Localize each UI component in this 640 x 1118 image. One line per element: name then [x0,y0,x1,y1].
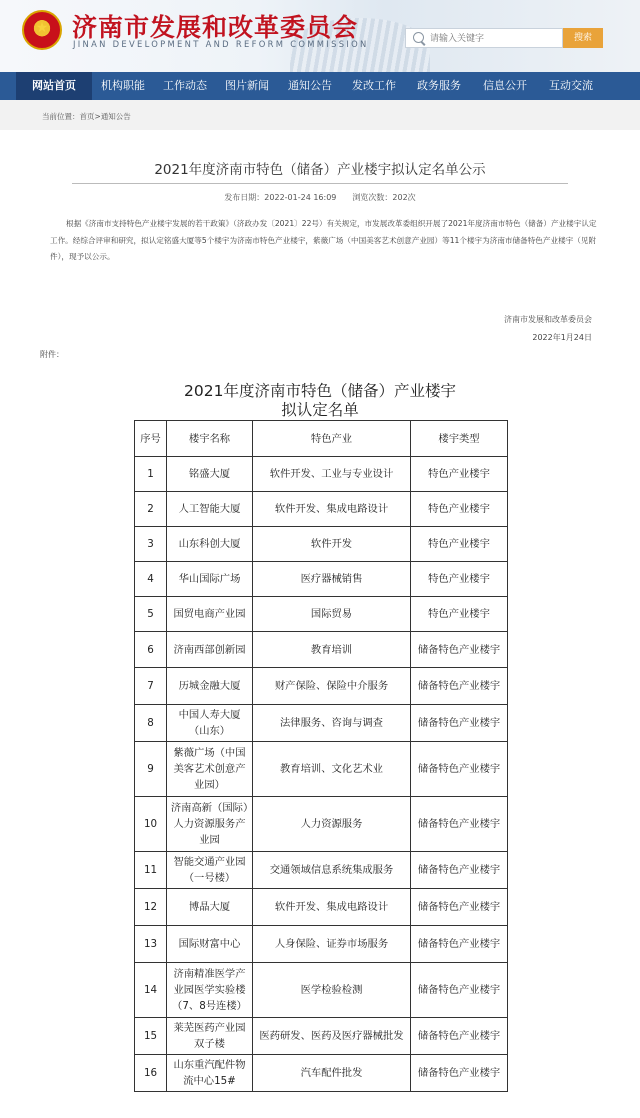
cell-building-type: 储备特色产业楼宇 [411,1018,508,1055]
table-row [135,492,508,527]
site-header [0,0,640,72]
cell-serial: 15 [135,1018,167,1055]
cell-building-type: 特色产业楼宇 [411,527,508,562]
table-row [135,668,508,705]
table-row [135,926,508,963]
cell-building-name: 国际财富中心 [167,926,253,963]
cell-building-type: 特色产业楼宇 [411,457,508,492]
table-row [135,527,508,562]
cell-industry: 国际贸易 [253,597,411,632]
cell-serial: 8 [135,705,167,742]
cell-building-name: 华山国际广场 [167,562,253,597]
cell-serial: 13 [135,926,167,963]
cell-serial: 10 [135,797,167,852]
search-box[interactable] [405,28,563,48]
search-input[interactable] [428,30,562,48]
header-building-name: 楼宇名称 [167,421,253,457]
cell-industry: 交通领域信息系统集成服务 [253,852,411,889]
nav-item-gov-services[interactable]: 政务服务 [417,79,461,92]
cell-industry: 汽车配件批发 [253,1055,411,1092]
cell-building-name: 紫薇广场（中国美客艺术创意产业园） [167,742,253,797]
nav-item-photos[interactable]: 图片新闻 [225,79,269,92]
cell-industry: 教育培训 [253,632,411,668]
cell-industry: 医药研发、医药及医疗器械批发 [253,1018,411,1055]
title-divider [72,183,568,184]
nav-item-reform-work[interactable]: 发改工作 [352,79,396,92]
breadcrumb[interactable]: 当前位置：首页>通知公告 [42,112,131,121]
cell-serial: 6 [135,632,167,668]
cell-building-type: 储备特色产业楼宇 [411,926,508,963]
table-header-row [135,421,508,457]
cell-building-type: 储备特色产业楼宇 [411,889,508,926]
nav-item-notices[interactable]: 通知公告 [288,79,332,92]
breadcrumb-bar [0,100,640,130]
cell-industry: 人身保险、证券市场服务 [253,926,411,963]
cell-building-name: 济南精准医学产业园医学实验楼（7、8号连楼） [167,963,253,1018]
attachment-label: 附件： [40,350,64,359]
signature: 济南市发展和改革委员会 [504,315,592,324]
search-icon [413,32,424,43]
cell-building-name: 人工智能大厦 [167,492,253,527]
signature-date: 2022年1月24日 [532,333,592,342]
cell-building-name: 国贸电商产业园 [167,597,253,632]
table-row [135,852,508,889]
cell-building-name: 山东科创大厦 [167,527,253,562]
cell-serial: 5 [135,597,167,632]
cell-building-type: 特色产业楼宇 [411,597,508,632]
cell-industry: 软件开发、工业与专业设计 [253,457,411,492]
cell-industry: 软件开发、集成电路设计 [253,492,411,527]
cell-serial: 3 [135,527,167,562]
site-title[interactable]: 济南市发展和改革委员会 [72,13,359,42]
cell-industry: 人力资源服务 [253,797,411,852]
table-row [135,1055,508,1092]
list-title: 2021年度济南市特色（储备）产业楼宇 [184,382,456,400]
cell-building-name: 博晶大厦 [167,889,253,926]
building-list-table [134,420,508,1092]
table-row [135,742,508,797]
cell-building-name: 中国人寿大厦（山东） [167,705,253,742]
cell-building-name: 山东重汽配件物流中心15# [167,1055,253,1092]
cell-building-type: 储备特色产业楼宇 [411,742,508,797]
cell-building-type: 储备特色产业楼宇 [411,852,508,889]
cell-serial: 7 [135,668,167,705]
nav-item-home[interactable]: 网站首页 [16,72,92,100]
cell-building-type: 储备特色产业楼宇 [411,668,508,705]
table-row [135,457,508,492]
article-body: 根据《济南市支持特色产业楼宇发展的若干政策》（济政办发〔2021〕22号）有关规定，市发展改革委组织开展了2021年度济南市特色（储备）产业楼宇认定工作。经综合评审和研究，拟认定铭盛大厦等5个楼宇为济南市特色产业楼宇，紫薇广场（中国美客艺术创意产业园）等11个楼宇为济南市储备特色产业楼宇（见附件），现予以公示。 [50,219,597,261]
article-meta: 发布日期：2022-01-24 16:09 浏览次数：202次 [224,193,416,202]
table-row [135,797,508,852]
header-building-type: 楼宇类型 [411,421,508,457]
cell-building-type: 储备特色产业楼宇 [411,963,508,1018]
header-industry: 特色产业 [253,421,411,457]
table-row [135,705,508,742]
site-title-en: JINAN DEVELOPMENT AND REFORM COMMISSION [73,39,369,49]
cell-building-name: 济南西部创新园 [167,632,253,668]
cell-industry: 教育培训、文化艺术业 [253,742,411,797]
nav-item-disclosure[interactable]: 信息公开 [483,79,527,92]
cell-serial: 9 [135,742,167,797]
cell-industry: 财产保险、保险中介服务 [253,668,411,705]
cell-building-name: 莱芜医药产业园双子楼 [167,1018,253,1055]
table-row [135,1018,508,1055]
cell-building-type: 储备特色产业楼宇 [411,797,508,852]
emblem-star-icon: ★ [35,20,49,36]
cell-industry: 医学检验检测 [253,963,411,1018]
table-row [135,632,508,668]
cell-building-type: 储备特色产业楼宇 [411,705,508,742]
search-button[interactable]: 搜索 [563,28,603,48]
cell-serial: 4 [135,562,167,597]
cell-serial: 2 [135,492,167,527]
cell-building-name: 济南高新（国际）人力资源服务产业园 [167,797,253,852]
cell-building-type: 特色产业楼宇 [411,562,508,597]
cell-building-type: 储备特色产业楼宇 [411,1055,508,1092]
cell-serial: 1 [135,457,167,492]
cell-building-name: 智能交通产业园（一号楼） [167,852,253,889]
main-nav [0,72,640,100]
article-title: 2021年度济南市特色（储备）产业楼宇拟认定名单公示 [154,162,486,178]
cell-building-type: 特色产业楼宇 [411,492,508,527]
cell-building-name: 铭盛大厦 [167,457,253,492]
cell-serial: 11 [135,852,167,889]
cell-industry: 软件开发 [253,527,411,562]
national-emblem-icon [22,10,62,50]
cell-industry: 医疗器械销售 [253,562,411,597]
cell-serial: 12 [135,889,167,926]
cell-industry: 法律服务、咨询与调查 [253,705,411,742]
table-row [135,963,508,1018]
cell-industry: 软件开发、集成电路设计 [253,889,411,926]
table-row [135,597,508,632]
nav-item-interaction[interactable]: 互动交流 [549,79,593,92]
table-row [135,889,508,926]
header-serial: 序号 [135,421,167,457]
nav-item-news[interactable]: 工作动态 [163,79,207,92]
list-subtitle: 拟认定名单 [281,401,359,419]
nav-item-functions[interactable]: 机构职能 [101,79,145,92]
cell-building-name: 历城金融大厦 [167,668,253,705]
cell-serial: 14 [135,963,167,1018]
cell-serial: 16 [135,1055,167,1092]
table-row [135,562,508,597]
cell-building-type: 储备特色产业楼宇 [411,632,508,668]
